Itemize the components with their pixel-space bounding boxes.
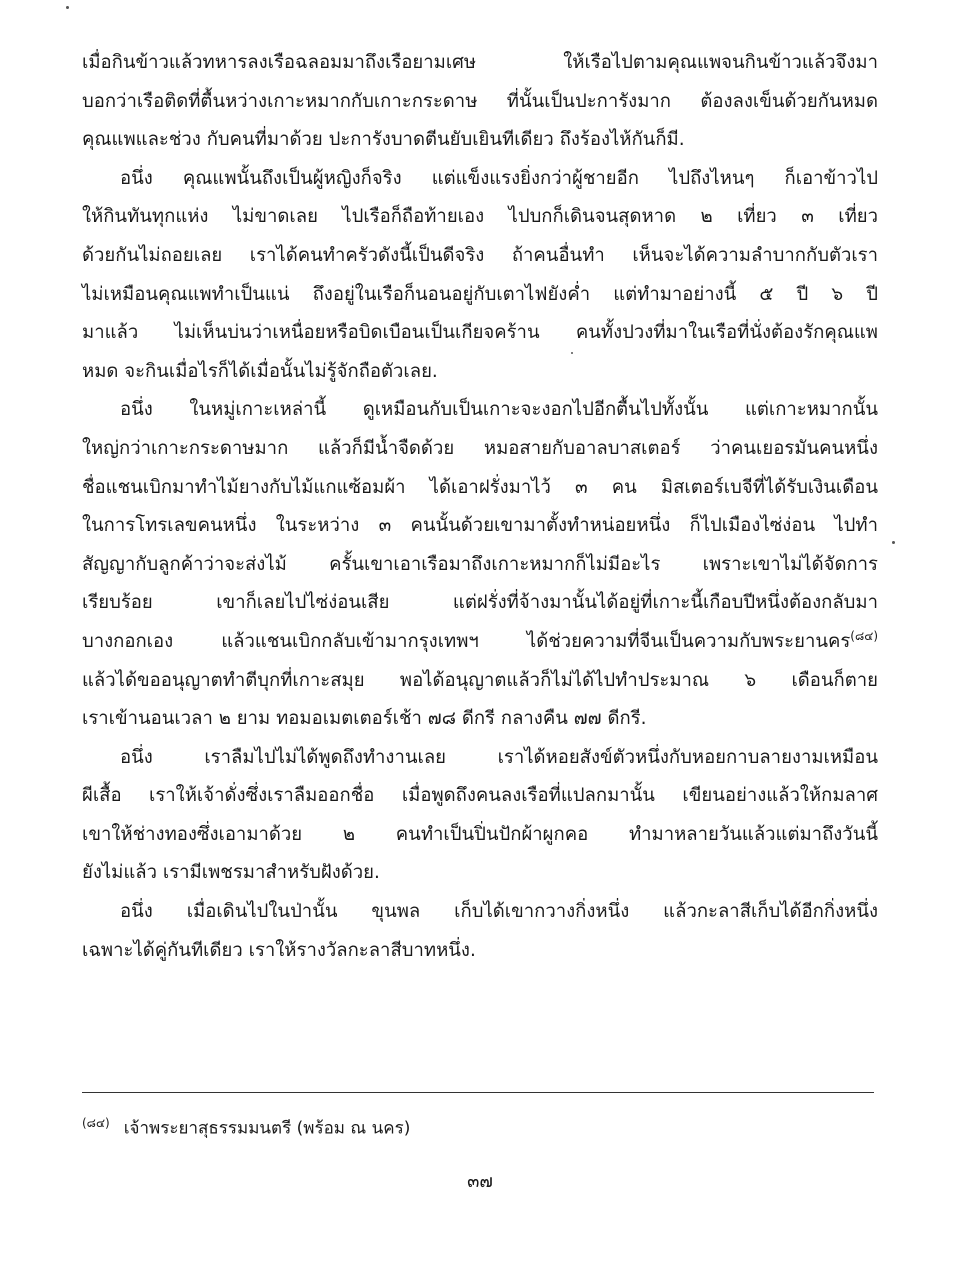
text-line: อนึ่ง คุณแพนั้นถึงเป็นผู้หญิงก็จริง แต่แข็งแรงยิ่งกว่าผู้ชายอีก ไปถึงไหนๆ ก็เอาข้าวไป	[120, 167, 878, 189]
footnote-reference: (๘๔)	[850, 628, 878, 643]
text-line: ด้วยกันไม่ถอยเลย เราได้คนทำครัวดังนี้เป็นดีจริง ถ้าคนอื่นทำ เห็นจะได้ความลำบากกับตัวเรา	[82, 244, 878, 266]
text-line: บอกว่าเรือติดที่ตื้นหว่างเกาะหมากกับเกาะกระดาษ ที่นั้นเป็นปะการังมาก ต้องลงเข็นด้วยกันหมด	[82, 90, 878, 112]
footnote-mark: (๘๔)	[82, 1116, 110, 1130]
paragraph	[82, 44, 878, 160]
text-line: ยังไม่แล้ว เรามีเพชรมาสำหรับฝังด้วย.	[82, 862, 380, 884]
text-line: เรียบร้อย เขาก็เลยไปไซ่ง่อนเสีย แต่ฝรั่งที่จ้างมานั้นได้อยู่ที่เกาะนี้เกือบปีหนึ่งต้องกลับมา	[82, 592, 878, 614]
text-line: ชื่อแชนเบิกมาทำไม้ยางกับไม้แกแซ้อมผ้า ได้เอาฝรั่งมาไว้ ๓ คน มิสเตอร์เบจีที่ได้รับเงินเดือน	[82, 476, 878, 498]
text-line: อนึ่ง ในหมู่เกาะเหล่านี้ ดูเหมือนกับเป็นเกาะจะงอกไปอีกตื้นไปทั้งนั้น แต่เกาะหมากนั้น	[120, 399, 878, 421]
text-line: สัญญากับลูกค้าว่าจะส่งไม้ ครั้นเขาเอาเรือมาถึงเกาะหมากก็ไม่มีอะไร เพราะเขาไม่ได้จัดการ	[82, 553, 878, 575]
text-line: เมื่อกินข้าวแล้วทหารลงเรือฉลอมมาถึงเรือยามเศษ ให้เรือไปตามคุณแพจนกินข้าวแล้วจึงมา	[82, 52, 878, 73]
text-line: คุณแพและช่วง กับคนที่มาด้วย ปะการังบาดตีนยับเยินทีเดียว ถึงร้องไห้กันก็มี.	[82, 129, 685, 151]
text-line: แล้วได้ขออนุญาตทำตีบุกที่เกาะสมุย พอได้อนุญาตแล้วก็ไม่ได้ไปทำประมาณ ๖ เดือนก็ตาย	[82, 669, 878, 691]
text-line: หมด จะกินเมื่อไรก็ได้เมื่อนั้นไม่รู้จักถือตัวเลย.	[82, 360, 438, 382]
scan-speck	[892, 541, 895, 544]
paragraph	[82, 893, 878, 970]
footnote-text: เจ้าพระยาสุธรรมมนตรี (พร้อม ณ นคร)	[123, 1118, 411, 1139]
text-line: เฉพาะได้คู่กันทีเดียว เราให้รางวัลกะลาสีบาทหนึ่ง.	[82, 939, 476, 961]
paragraph	[82, 160, 878, 392]
body-text	[82, 44, 878, 970]
scan-speck	[66, 6, 69, 9]
text-line: อนึ่ง เราลืมไปไม่ได้พูดถึงทำงานเลย เราได้หอยสังข์ตัวหนึ่งกับหอยกาบลายงามเหมือน	[120, 746, 878, 768]
paragraph	[82, 391, 878, 738]
text-line: ในการโทรเลขคนหนึ่ง ในระหว่าง ๓ คนนั้นด้วยเขามาตั้งทำหน่อยหนึ่ง ก็ไปเมืองไซ่ง่อน ไปทำ	[82, 515, 878, 537]
text-line: บางกอกเอง แล้วแชนเบิกกลับเข้ามากรุงเทพฯ ได้ช่วยความที่จีนเป็นความกับพระยานคร$^{(๘๔)}$	[82, 628, 878, 652]
page-number: ๓๗	[467, 1171, 493, 1192]
footnote-divider	[82, 1092, 874, 1093]
footnote	[82, 1110, 410, 1142]
text-line: เขาให้ช่างทองซึ่งเอามาด้วย ๒ คนทำเป็นปิ่นปักผ้าผูกคอ ทำมาหลายวันแล้วแต่มาถึงวันนี้	[82, 823, 878, 845]
text-line: เราเข้านอนเวลา ๒ ยาม ทอมอเมตเตอร์เช้า ๗๘ ดีกรี กลางคืน ๗๗ ดีกรี.	[82, 708, 647, 730]
text-line: ผีเสื้อ เราให้เจ้าดั่งซึ่งเราลืมออกชื่อ เมื่อพูดถึงคนลงเรือที่แปลกมานั้น เขียนอย่างแล้วให้กมลาศ	[82, 785, 878, 807]
paragraph	[82, 739, 878, 893]
text-line: อนึ่ง เมื่อเดินไปในป่านั้น ขุนพล เก็บได้เขากวางกิ่งหนึ่ง แล้วกะลาสีเก็บได้อีกกิ่งหนึ่ง	[120, 901, 878, 923]
text-line: ไม่เหมือนคุณแพทำเป็นแน่ ถึงอยู่ในเรือก็นอนอยู่กับเตาไฟยังค่ำ แต่ทำมาอย่างนี้ ๕ ปี ๖ ปี	[82, 283, 878, 305]
text-line: มาแล้ว ไม่เห็นบ่นว่าเหนื่อยหรือบิดเบือนเป็นเกียจคร้าน คนทั้งปวงที่มาในเรือที่นั่งต้องรักคุณแพ	[82, 322, 878, 344]
scan-speck	[571, 352, 573, 354]
text-line: ใหญ่กว่าเกาะกระดาษมาก แล้วก็มีน้ำจืดด้วย หมอสายกับอาลบาสเตอร์ ว่าคนเยอรมันคนหนึ่ง	[82, 437, 878, 459]
text-line: ให้กินทันทุกแห่ง ไม่ขาดเลย ไปเรือก็ถือท้ายเอง ไปบกก็เดินจนสุดหาด ๒ เที่ยว ๓ เที่ยว	[82, 206, 878, 228]
